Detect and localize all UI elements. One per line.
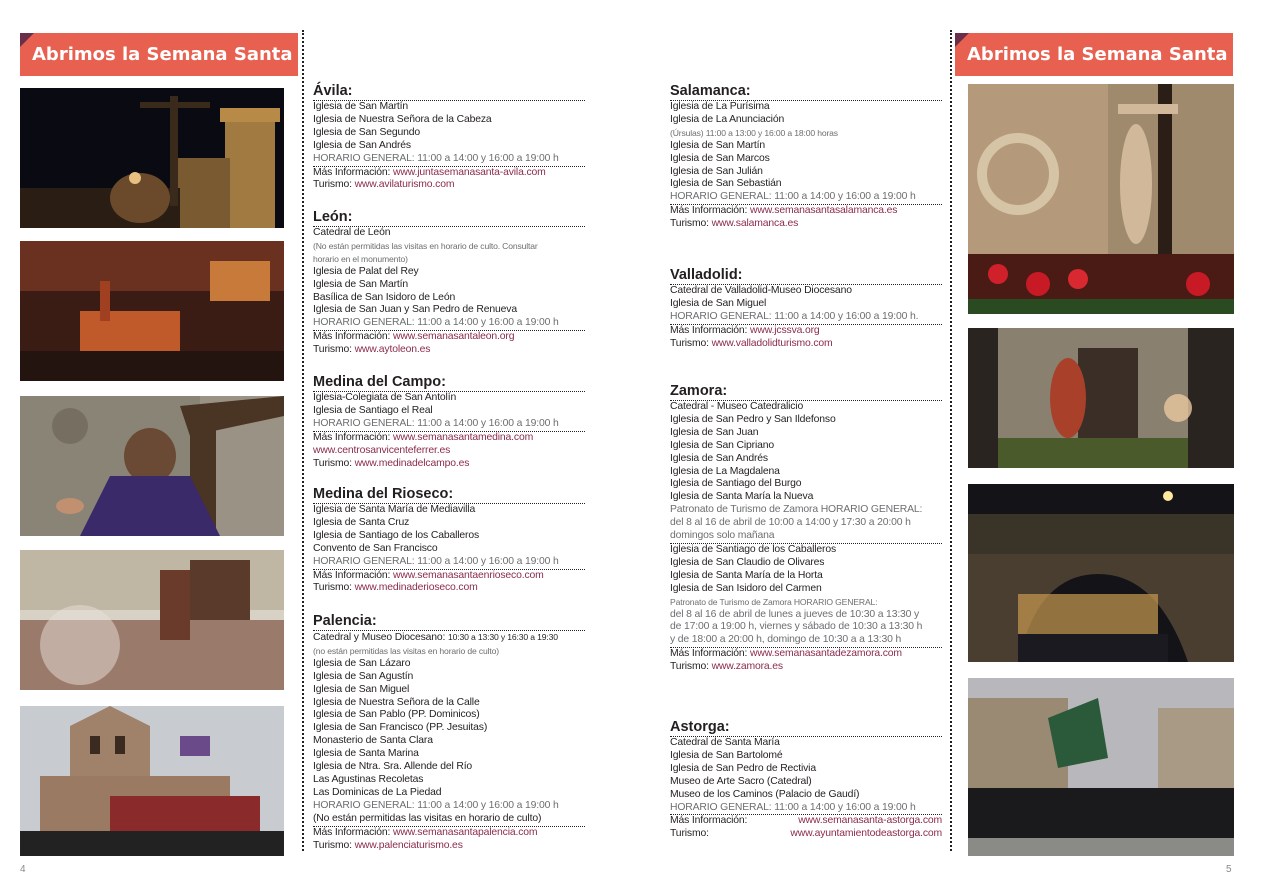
- section-palencia: [313, 614, 585, 852]
- list-item: Iglesia de San Marcos: [670, 152, 770, 164]
- tourism-label: Turismo:: [313, 582, 352, 594]
- list-item: Las Dominicas de La Piedad: [313, 786, 442, 798]
- info-link[interactable]: www.semanasanta-astorga.com: [798, 815, 942, 827]
- tourism-label: Turismo:: [670, 828, 709, 840]
- note-line: (Úrsulas) 11:00 a 13:00 y 16:00 a 18:00 horas: [670, 127, 838, 138]
- photo-altar-statue: [968, 328, 1234, 468]
- tourism-label: Turismo:: [670, 337, 709, 349]
- list-item: Iglesia de San Martín: [670, 139, 766, 151]
- tourism-label: Turismo:: [313, 839, 352, 851]
- section-medina-del-campo: [313, 375, 585, 470]
- horario-general: HORARIO GENERAL: 11:00 a 14:00 y 16:00 a 19:00 h: [670, 191, 942, 205]
- info-link[interactable]: www.semanasantadezamora.com: [750, 648, 902, 660]
- list-item: Iglesia de San Lázaro: [313, 657, 411, 669]
- tourism-line: [313, 179, 585, 192]
- list-item: Iglesia de San Martín: [313, 101, 409, 112]
- horario-general: HORARIO GENERAL: 11:00 a 14:00 y 16:00 a 19:00 h: [670, 802, 942, 816]
- banner-left: Abrimos la Semana Santa: [20, 33, 298, 76]
- section-title: Ávila:: [313, 84, 585, 101]
- info-label: Más Información:: [313, 431, 391, 443]
- extra-link[interactable]: www.centrosanvicenteferrer.es: [313, 444, 451, 456]
- info-label: Más Información:: [670, 815, 748, 827]
- tourism-link[interactable]: www.medinadelcampo.es: [354, 457, 470, 469]
- tourism-line: [670, 661, 942, 674]
- page-number-right: 5: [1226, 864, 1232, 875]
- info-link[interactable]: www.semanasantaenrioseco.com: [393, 569, 544, 581]
- list-item: Las Agustinas Recoletas: [313, 773, 424, 785]
- list-item: Iglesia de San Segundo: [313, 126, 421, 138]
- list-item: Iglesia de Santa María la Nueva: [670, 491, 814, 503]
- tourism-link[interactable]: www.salamanca.es: [711, 218, 799, 230]
- patronato-line: domingos solo mañana: [670, 530, 942, 544]
- section-title: Zamora:: [670, 384, 942, 401]
- tourism-line: [313, 582, 585, 595]
- horario-general: HORARIO GENERAL: 11:00 a 14:00 y 16:00 a 19:00 h: [313, 418, 585, 432]
- section-valladolid: [670, 268, 942, 351]
- note-line: (No están permitidas las visitas en horario de culto. Consultar: [313, 240, 538, 251]
- photo-church-facade: [20, 706, 284, 856]
- section-title: Astorga:: [670, 720, 942, 737]
- tourism-link[interactable]: www.palenciaturismo.es: [354, 839, 463, 851]
- tourism-link[interactable]: www.ayuntamientodeastorga.com: [790, 828, 942, 840]
- horario-general: HORARIO GENERAL: 11:00 a 14:00 y 16:00 a 19:00 h: [313, 317, 585, 331]
- list-item: Catedral de Valladolid-Museo Diocesano: [670, 285, 852, 296]
- list-item: Iglesia de Ntra. Sra. Allende del Río: [313, 761, 473, 773]
- list-item: Iglesia de San Isidoro del Carmen: [670, 582, 822, 594]
- photo-astorga-procession: [968, 678, 1234, 856]
- list-item: Iglesia de Nuestra Señora de la Cabeza: [313, 113, 492, 125]
- column-divider-left: [302, 30, 304, 851]
- tourism-line: [313, 344, 585, 357]
- list-item: Iglesia de La Magdalena: [670, 465, 780, 477]
- tourism-line: [670, 828, 942, 841]
- section-zamora: [670, 384, 942, 674]
- list-item: Iglesia de San Francisco (PP. Jesuitas): [313, 722, 488, 734]
- section-avila: [313, 84, 585, 192]
- list-item: Museo de los Caminos (Palacio de Gaudí): [670, 788, 860, 800]
- info-line: [670, 648, 942, 661]
- section-title: León:: [313, 210, 585, 227]
- tourism-line: [670, 338, 942, 351]
- horario-general: HORARIO GENERAL: 11:00 a 14:00 y 16:00 a 19:00 h: [313, 556, 585, 570]
- list-item: Iglesia de San Julián: [670, 165, 763, 177]
- list-item: Iglesia de Santa María de la Horta: [670, 569, 823, 581]
- info-label: Más Información:: [313, 569, 391, 581]
- list-item: Iglesia de Santiago el Real: [313, 404, 433, 416]
- info-line: [313, 167, 585, 180]
- list-item: Iglesia de San Cipriano: [670, 439, 774, 451]
- section-salamanca: [670, 84, 942, 231]
- info-link[interactable]: www.semanasantapalencia.com: [393, 826, 538, 838]
- list-item: Iglesia de San Juan y San Pedro de Renueva: [313, 304, 517, 316]
- list-item: Iglesia de San Andrés: [313, 139, 411, 151]
- info-line: [670, 815, 942, 828]
- list-item: Monasterio de Santa Clara: [313, 735, 433, 747]
- photo-crowd-procession: [20, 550, 284, 690]
- photo-leon-procession: [20, 241, 284, 381]
- list-item: Iglesia de San Juan: [670, 426, 759, 438]
- list-item: Catedral de León: [313, 227, 391, 238]
- column-divider-right: [950, 30, 952, 851]
- list-item: Iglesia de San Bartolomé: [670, 749, 783, 761]
- tourism-label: Turismo:: [670, 661, 709, 673]
- tourism-label: Turismo:: [670, 218, 709, 230]
- info-label: Más Información:: [313, 826, 391, 838]
- tourism-line: [313, 840, 585, 853]
- patronato-line: Patronato de Turismo de Zamora HORARIO GENERAL:: [670, 596, 878, 607]
- info-label: Más Información:: [313, 331, 391, 343]
- list-item-label: Catedral y Museo Diocesano:: [313, 632, 446, 643]
- info-link[interactable]: www.jcssva.org: [750, 324, 820, 336]
- note-line: (No están permitidas las visitas en horario de culto): [313, 812, 542, 824]
- list-item: Iglesia de San Miguel: [670, 297, 767, 309]
- info-label: Más Información:: [313, 166, 391, 178]
- tourism-label: Turismo:: [313, 344, 352, 356]
- section-astorga: [670, 720, 942, 841]
- list-item: Iglesia de Santa María de Mediavilla: [313, 504, 476, 515]
- page-number-left: 4: [20, 864, 26, 875]
- photo-crucifix-flowers: [968, 84, 1234, 314]
- list-item: Iglesia-Colegiata de San Antolín: [313, 392, 457, 403]
- tourism-link[interactable]: www.avilaturismo.com: [354, 179, 455, 191]
- section-title: Palencia:: [313, 614, 585, 631]
- list-item: Iglesia de San Pedro de Rectivia: [670, 762, 816, 774]
- note-line: (no están permitidas las visitas en horario de culto): [313, 645, 499, 656]
- list-item: Iglesia de San Agustín: [313, 670, 414, 682]
- horario-general: HORARIO GENERAL: 11:00 a 14:00 y 16:00 a 19:00 h: [313, 153, 585, 167]
- patronato-line: del 8 al 16 de abril de 10:00 a 14:00 y 17:30 a 20:00 h: [670, 517, 911, 529]
- section-title: Valladolid:: [670, 268, 942, 285]
- list-item: Museo de Arte Sacro (Catedral): [670, 775, 812, 787]
- section-title: Salamanca:: [670, 84, 942, 101]
- list-item: Iglesia de San Andrés: [670, 452, 768, 464]
- list-item: Iglesia de Santiago de los Caballeros: [670, 543, 837, 555]
- list-item: Iglesia de San Pedro y San Ildefonso: [670, 413, 836, 425]
- list-item: Convento de San Francisco: [313, 542, 438, 554]
- list-item: Iglesia de La Purísima: [670, 101, 770, 112]
- list-item: Basílica de San Isidoro de León: [313, 291, 456, 303]
- photo-bridge-night: [968, 484, 1234, 662]
- tourism-link[interactable]: www.medinaderioseco.com: [354, 582, 478, 594]
- list-item: Iglesia de Nuestra Señora de la Calle: [313, 696, 480, 708]
- list-item: Iglesia de San Sebastián: [670, 178, 782, 190]
- list-item: Iglesia de La Anunciación: [670, 113, 785, 125]
- info-link[interactable]: www.semanasantaleon.org: [393, 331, 515, 343]
- list-item: [313, 631, 585, 645]
- list-item: Catedral - Museo Catedralicio: [670, 401, 804, 412]
- info-line: [670, 325, 942, 338]
- tourism-link[interactable]: www.valladolidturismo.com: [711, 337, 833, 349]
- list-item: Iglesia de Santiago de los Caballeros: [313, 529, 480, 541]
- photo-avila-night: [20, 88, 284, 228]
- info-label: Más Información:: [670, 324, 748, 336]
- list-item: Iglesia de San Miguel: [313, 683, 410, 695]
- tourism-label: Turismo:: [313, 457, 352, 469]
- list-item: Iglesia de Santa Marina: [313, 748, 419, 760]
- tourism-link[interactable]: www.aytoleon.es: [354, 344, 431, 356]
- section-medina-del-rioseco: [313, 487, 585, 595]
- info-link[interactable]: www.semanasantasalamanca.es: [750, 205, 898, 217]
- info-link[interactable]: www.juntasemanasanta-avila.com: [393, 166, 546, 178]
- tourism-label: Turismo:: [313, 179, 352, 191]
- list-item: Catedral de Santa María: [670, 737, 780, 748]
- tourism-line: [670, 218, 942, 231]
- horario-general: HORARIO GENERAL: 11:00 a 14:00 y 16:00 a 19:00 h.: [670, 311, 942, 325]
- list-item: Iglesia de Santa Cruz: [313, 516, 410, 528]
- photo-nazareno-cross: [20, 396, 284, 536]
- section-title: Medina del Campo:: [313, 375, 585, 392]
- tourism-line: [313, 458, 585, 471]
- info-line: [313, 570, 585, 583]
- info-line: [670, 205, 942, 218]
- patronato-line: de 17:00 a 19:00 h, viernes y sábado de 10:30 a 13:30 h: [670, 621, 923, 633]
- section-title: Medina del Rioseco:: [313, 487, 585, 504]
- info-link[interactable]: www.semanasantamedina.com: [393, 431, 534, 443]
- info-label: Más Información:: [670, 648, 748, 660]
- list-item-hours: 10:30 a 13:30 y 16:30 a 19:30: [448, 632, 558, 642]
- list-item: Iglesia de Palat del Rey: [313, 265, 419, 277]
- patronato-line: Patronato de Turismo de Zamora HORARIO GENERAL:: [670, 504, 923, 516]
- info-line: [313, 331, 585, 344]
- list-item: Iglesia de San Claudio de Olivares: [670, 556, 825, 568]
- info-line: [313, 432, 585, 445]
- info-label: Más Información:: [670, 205, 748, 217]
- list-item: Iglesia de San Pablo (PP. Dominicos): [313, 709, 480, 721]
- info-line: [313, 826, 585, 840]
- banner-right: Abrimos la Semana Santa: [955, 33, 1233, 76]
- tourism-link[interactable]: www.zamora.es: [711, 661, 783, 673]
- horario-general: HORARIO GENERAL: 11:00 a 14:00 y 16:00 a 19:00 h: [313, 799, 559, 811]
- patronato-line: y de 18:00 a 20:00 h, domingo de 10:30 a a 13:30 h: [670, 634, 942, 648]
- patronato-line: del 8 al 16 de abril de lunes a jueves de 10:30 a 13:30 y: [670, 608, 920, 620]
- list-item: Iglesia de San Martín: [313, 278, 409, 290]
- list-item: Iglesia de Santiago del Burgo: [670, 478, 802, 490]
- section-leon: [313, 210, 585, 357]
- note-line: horario en el monumento): [313, 253, 408, 264]
